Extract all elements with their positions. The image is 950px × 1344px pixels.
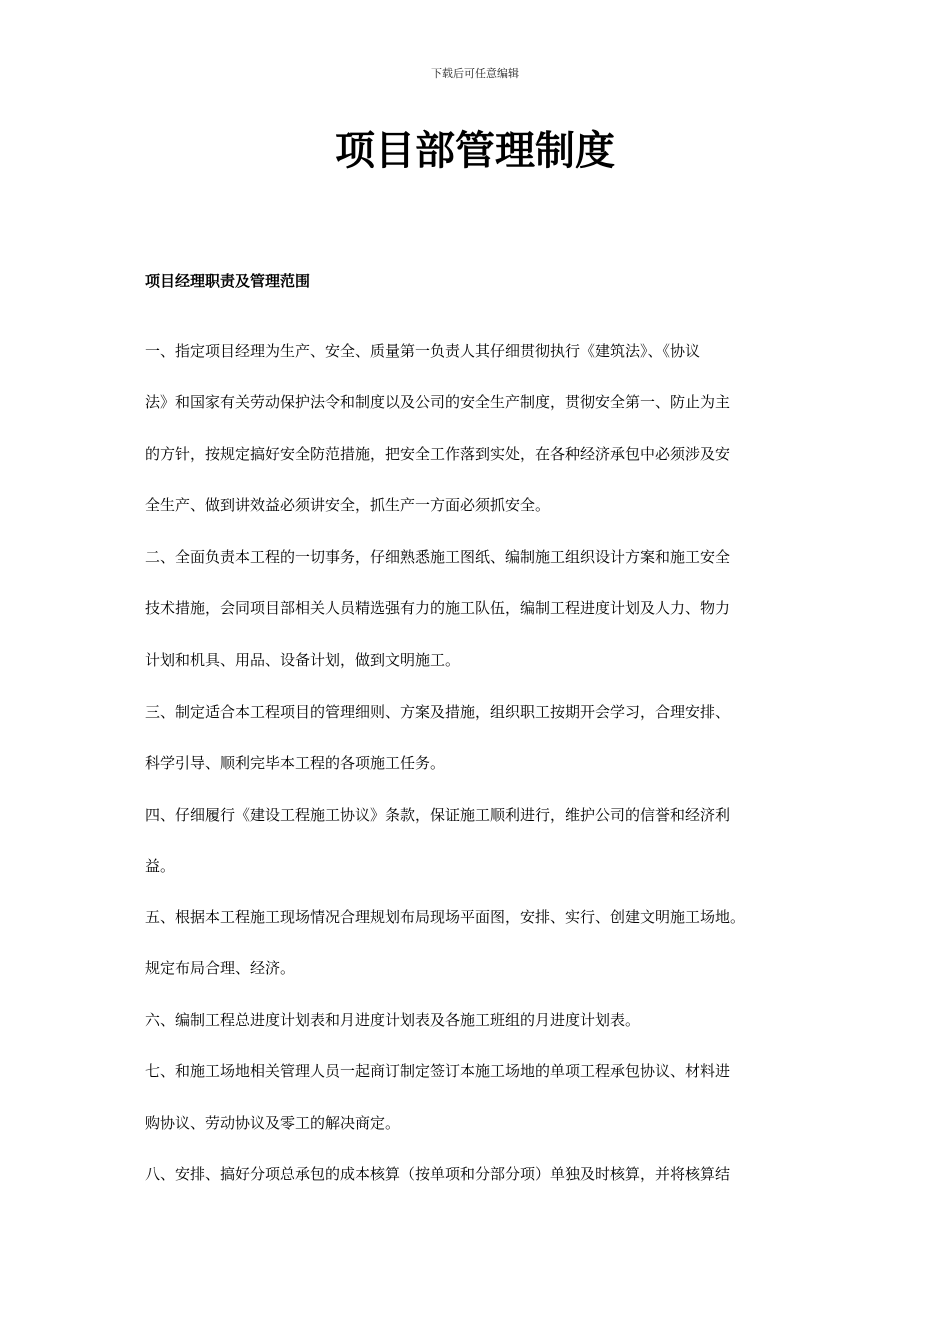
body-line: 科学引导、顺利完毕本工程的各项施工任务。 bbox=[145, 754, 446, 772]
body-line: 益。 bbox=[145, 857, 176, 875]
body-line: 的方针，按规定搞好安全防范措施，把安全工作落到实处，在各种经济承包中必须涉及安 bbox=[145, 445, 731, 463]
body-line: 六、编制工程总进度计划表和月进度计划表及各施工班组的月进度计划表。 bbox=[145, 1011, 641, 1029]
body-line: 法》和国家有关劳动保护法令和制度以及公司的安全生产制度，贯彻安全第一、防止为主 bbox=[145, 393, 731, 411]
body-line: 购协议、劳动协议及零工的解决商定。 bbox=[145, 1114, 401, 1132]
body-line: 八、安排、搞好分项总承包的成本核算（按单项和分部分项）单独及时核算，并将核算结 bbox=[145, 1165, 731, 1183]
body-line: 七、和施工场地相关管理人员一起商订制定签订本施工场地的单项工程承包协议、材料进 bbox=[145, 1062, 731, 1080]
body-line: 五、根据本工程施工现场情况合理规划布局现场平面图，安排、实行、创建文明施工场地。 bbox=[145, 908, 746, 926]
body-line: 技术措施，会同项目部相关人员精选强有力的施工队伍，编制工程进度计划及人力、物力 bbox=[145, 599, 731, 617]
body-line: 三、制定适合本工程项目的管理细则、方案及措施，组织职工按期开会学习，合理安排、 bbox=[145, 703, 731, 721]
body-line: 计划和机具、用品、设备计划，做到文明施工。 bbox=[145, 651, 461, 669]
body-line: 四、仔细履行《建设工程施工协议》条款，保证施工顺利进行，维护公司的信誉和经济利 bbox=[145, 806, 731, 824]
body-line: 一、指定项目经理为生产、安全、质量第一负责人其仔细贯彻执行《建筑法》、《协议 bbox=[145, 342, 701, 360]
section-heading: 项目经理职责及管理范围 bbox=[145, 272, 311, 290]
body-line: 规定布局合理、经济。 bbox=[145, 959, 296, 977]
body-line: 二、全面负责本工程的一切事务，仔细熟悉施工图纸、编制施工组织设计方案和施工安全 bbox=[145, 548, 731, 566]
document-title: 项目部管理制度 bbox=[335, 128, 615, 174]
body-line: 全生产、做到讲效益必须讲安全，抓生产一方面必须抓安全。 bbox=[145, 496, 551, 514]
header-note: 下载后可任意编辑 bbox=[431, 67, 519, 80]
